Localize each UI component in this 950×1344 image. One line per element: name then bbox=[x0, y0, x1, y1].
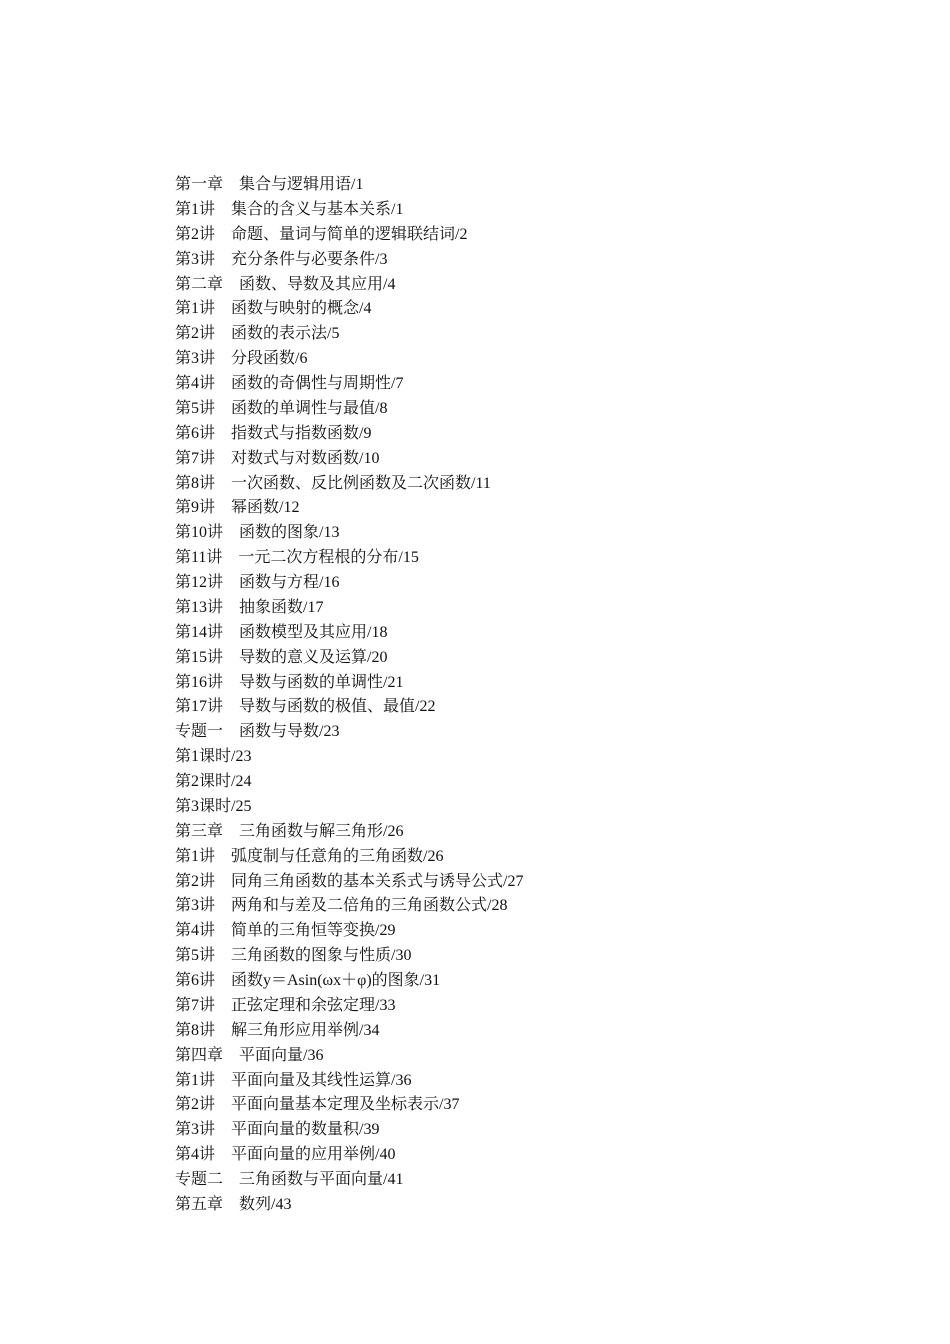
table-of-contents bbox=[175, 173, 523, 1218]
toc-entry: 第2讲 函数的表示法/5 bbox=[175, 325, 340, 343]
toc-entry: 第一章 集合与逻辑用语/1 bbox=[175, 176, 364, 193]
toc-entry: 第17讲 导数与函数的极值、最值/22 bbox=[175, 698, 436, 716]
toc-entry: 第2讲 平面向量基本定理及坐标表示/37 bbox=[175, 1096, 460, 1114]
toc-entry: 第9讲 幂函数/12 bbox=[175, 499, 300, 517]
toc-entry: 第4讲 函数的奇偶性与周期性/7 bbox=[175, 375, 404, 392]
toc-entry: 专题二 三角函数与平面向量/41 bbox=[175, 1171, 404, 1188]
toc-entry: 第13讲 抽象函数/17 bbox=[175, 598, 324, 616]
toc-entry: 第15讲 导数的意义及运算/20 bbox=[175, 648, 388, 666]
toc-entry: 第1讲 平面向量及其线性运算/36 bbox=[175, 1071, 412, 1089]
toc-entry: 专题一 函数与导数/23 bbox=[175, 723, 340, 741]
toc-entry: 第11讲 一元二次方程根的分布/15 bbox=[175, 549, 419, 567]
toc-entry: 第3讲 分段函数/6 bbox=[175, 350, 308, 368]
toc-entry: 第2课时/24 bbox=[175, 773, 252, 790]
toc-entry: 第5讲 函数的单调性与最值/8 bbox=[175, 399, 388, 417]
toc-entry: 第6讲 指数式与指数函数/9 bbox=[175, 424, 372, 442]
toc-entry: 第2讲 同角三角函数的基本关系式与诱导公式/27 bbox=[175, 872, 524, 890]
toc-entry: 第1讲 弧度制与任意角的三角函数/26 bbox=[175, 847, 444, 865]
toc-entry: 第1讲 集合的含义与基本关系/1 bbox=[175, 200, 404, 218]
toc-entry: 第5讲 三角函数的图象与性质/30 bbox=[175, 947, 412, 965]
toc-entry: 第4讲 平面向量的应用举例/40 bbox=[175, 1146, 396, 1164]
toc-entry: 第12讲 函数与方程/16 bbox=[175, 574, 340, 591]
toc-entry: 第8讲 解三角形应用举例/34 bbox=[175, 1021, 380, 1039]
toc-entry: 第三章 三角函数与解三角形/26 bbox=[175, 822, 404, 840]
toc-entry: 第1课时/23 bbox=[175, 748, 252, 766]
toc-entry: 第3讲 平面向量的数量积/39 bbox=[175, 1121, 380, 1139]
toc-entry: 第7讲 正弦定理和余弦定理/33 bbox=[175, 996, 396, 1014]
toc-entry: 第3讲 两角和与差及二倍角的三角函数公式/28 bbox=[175, 897, 508, 915]
toc-entry: 第五章 数列/43 bbox=[175, 1195, 292, 1213]
toc-entry: 第16讲 导数与函数的单调性/21 bbox=[175, 673, 404, 691]
toc-entry: 第2讲 命题、量词与简单的逻辑联结词/2 bbox=[175, 225, 468, 243]
toc-entry: 第3讲 充分条件与必要条件/3 bbox=[175, 250, 388, 268]
toc-entry: 第四章 平面向量/36 bbox=[175, 1046, 324, 1064]
toc-entry: 第4讲 简单的三角恒等变换/29 bbox=[175, 922, 396, 940]
toc-entry: 第7讲 对数式与对数函数/10 bbox=[175, 449, 380, 467]
toc-entry: 第14讲 函数模型及其应用/18 bbox=[175, 623, 388, 641]
toc-entry: 第3课时/25 bbox=[175, 797, 252, 815]
toc-entry: 第1讲 函数与映射的概念/4 bbox=[175, 300, 372, 318]
toc-entry: 第二章 函数、导数及其应用/4 bbox=[175, 275, 396, 293]
toc-entry: 第10讲 函数的图象/13 bbox=[175, 524, 340, 542]
toc-entry: 第6讲 函数y＝Asin(ωx＋φ)的图象/31 bbox=[175, 972, 441, 989]
toc-entry: 第8讲 一次函数、反比例函数及二次函数/11 bbox=[175, 474, 491, 492]
